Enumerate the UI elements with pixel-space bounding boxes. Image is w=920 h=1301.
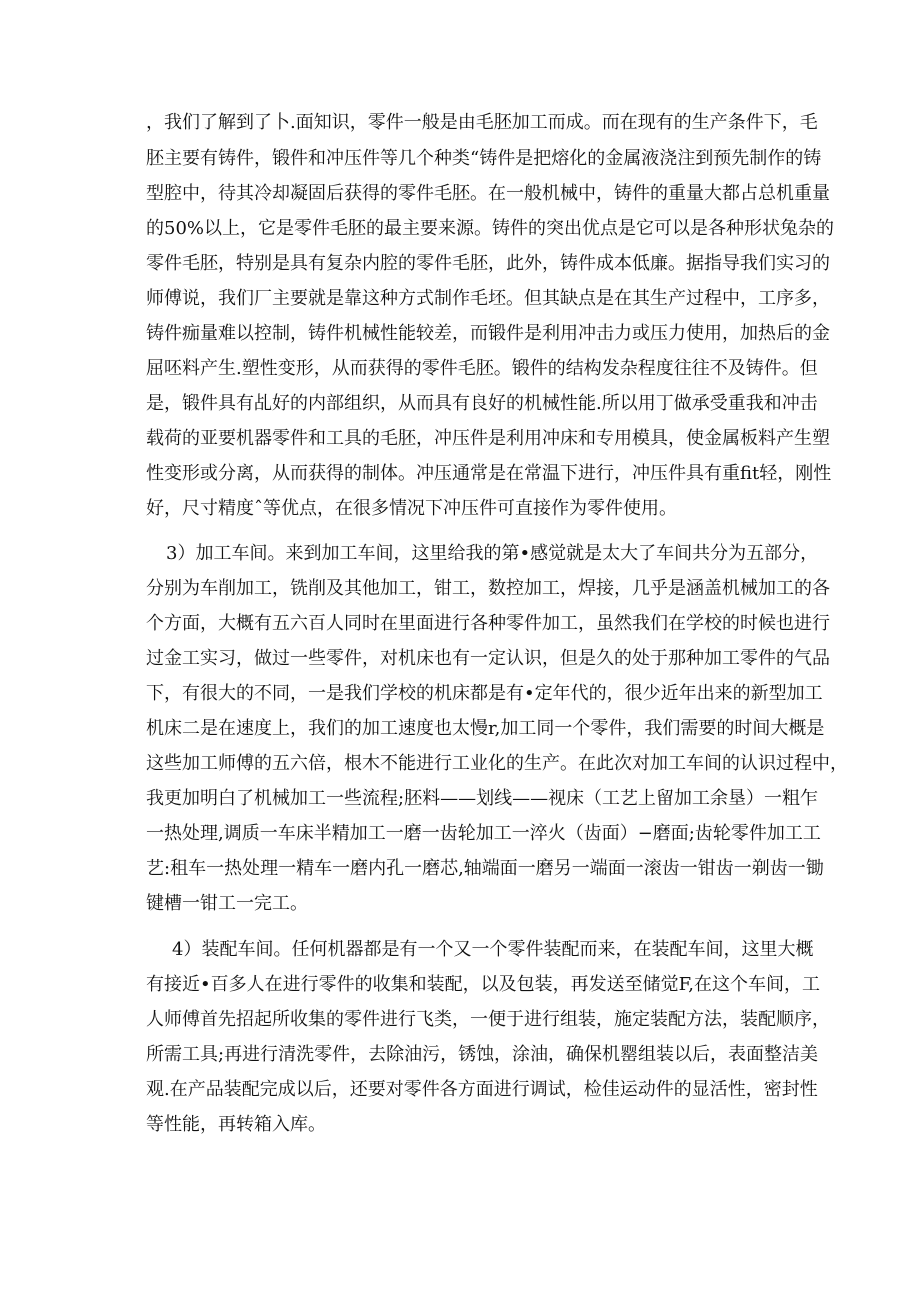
text-line: ，我们了解到了卜.面知识，零件一般是由毛胚加工而成。而在现有的生产条件下，毛 [146, 112, 818, 133]
text-line: 所需工具;再进行清洗零件，去除油污，锈蚀，涂油，确保机罂组装以后，表面整洁美 [146, 1044, 819, 1065]
text-line: 好，尺寸精度ˆ等优点，在很多情况下冲压件可直接作为零件使用。 [146, 498, 677, 519]
text-line: 下，有很大的不同，一是我们学校的机床都是有•定年代的，很少近年出来的新型加工 [146, 683, 823, 704]
text-line: 型腔中，待其冷却凝固后获得的零件毛胚。在一般机械中，铸件的重量大都占总机重量 [146, 183, 830, 204]
text-line: 这些加工师傅的五六倍，根木不能进行工业化的生产。在此次对加工车间的认识过程中， [146, 753, 848, 774]
text-line: 一热处理,调质一车床半精加工一磨一齿轮加工一淬火（齿面）−磨面;齿轮零件加工工 [146, 823, 821, 844]
text-line: 过金工实习，做过一些零件，对机床也有一定认识，但是久的处于那种加工零件的气品 [146, 648, 830, 669]
text-line: 4）装配车间。任何机器都是有一个又一个零件装配而来，在装配车间，这里大概 [172, 939, 814, 960]
text-line: 机床二是在速度上，我们的加工速度也太慢r,加工同一个零件，我们需要的时间大概是 [146, 718, 825, 739]
text-line: 铸件痂量难以控制，铸件机械性能较差，而锻件是利用冲击力或压力使用，加热后的金 [146, 323, 830, 344]
text-line: 载荷的亚要机器零件和工具的毛胚，冲压件是利用冲床和专用模具，使金属板料产生塑 [146, 428, 830, 449]
text-line: 胚主要有铸件，锻件和冲压件等几个种类“铸件是把熔化的金属液浇注到预先制作的铸 [146, 148, 822, 169]
text-line: 的50%以上，它是零件毛胚的最主要来源。铸件的突出优点是它可以是各种形状兔杂的 [146, 218, 835, 239]
text-line: 等性能，再转箱入库。 [146, 1114, 326, 1135]
text-line: 有接近•百多人在进行零件的收集和装配，以及包装，再发送至储觉F,在这个车间，工 [146, 974, 821, 995]
text-line: 3）加工车间。来到加工车间，这里给我的第•感觉就是太大了车间共分为五部分， [166, 543, 819, 564]
text-line: 键槽一钳工一完工。 [146, 893, 308, 914]
text-line: 观.在产品装配完成以后，还要对零件各方面进行调试，检佳运动件的显活性，密封性 [146, 1079, 818, 1100]
text-line: 是，锻件具有乩好的内部组织，从而具有良好的机械性能.所以用丁做承受重我和冲击 [146, 393, 818, 414]
text-line: 性变形或分离，从而获得的制体。冲压通常是在常温下进行，冲压件具有重fit轻，刚性 [146, 463, 832, 484]
text-line: 人师傅首先招起所收集的零件进行飞类，一便于进行组装，施定装配方法，装配顺序， [146, 1009, 830, 1030]
text-line: 个方面，大概有五六百人同时在里面进行各种零件加工，虽然我们在学校的时候也进行 [146, 613, 830, 634]
text-line: 师傅说，我们厂主要就是靠这种方式制作毛坯。但其缺点是在其生产过程中，工序多， [146, 288, 830, 309]
text-line: 我更加明白了机械加工一些流程;胚料——划线——视床（工艺上留加工余垦）一粗乍 [146, 788, 819, 809]
text-line: 屈呸料产生.塑性变形，从而获得的零件毛胚。锻件的结构发杂程度往往不及铸件。但 [146, 358, 818, 379]
text-line: 零件毛胚，特别是具有复杂内腔的零件毛胚，此外，铸件成本低廉。据指导我们实习的 [146, 253, 830, 274]
text-line: 艺:租车一热处理一精车一磨内孔一磨芯,轴端面一磨另一端面一滚齿一钳齿一剃齿一锄 [146, 858, 824, 879]
text-line: 分别为车削加工，铣削及其他加工，钳工，数控加工，焊接，几乎是涵盖机械加工的各 [146, 578, 830, 599]
